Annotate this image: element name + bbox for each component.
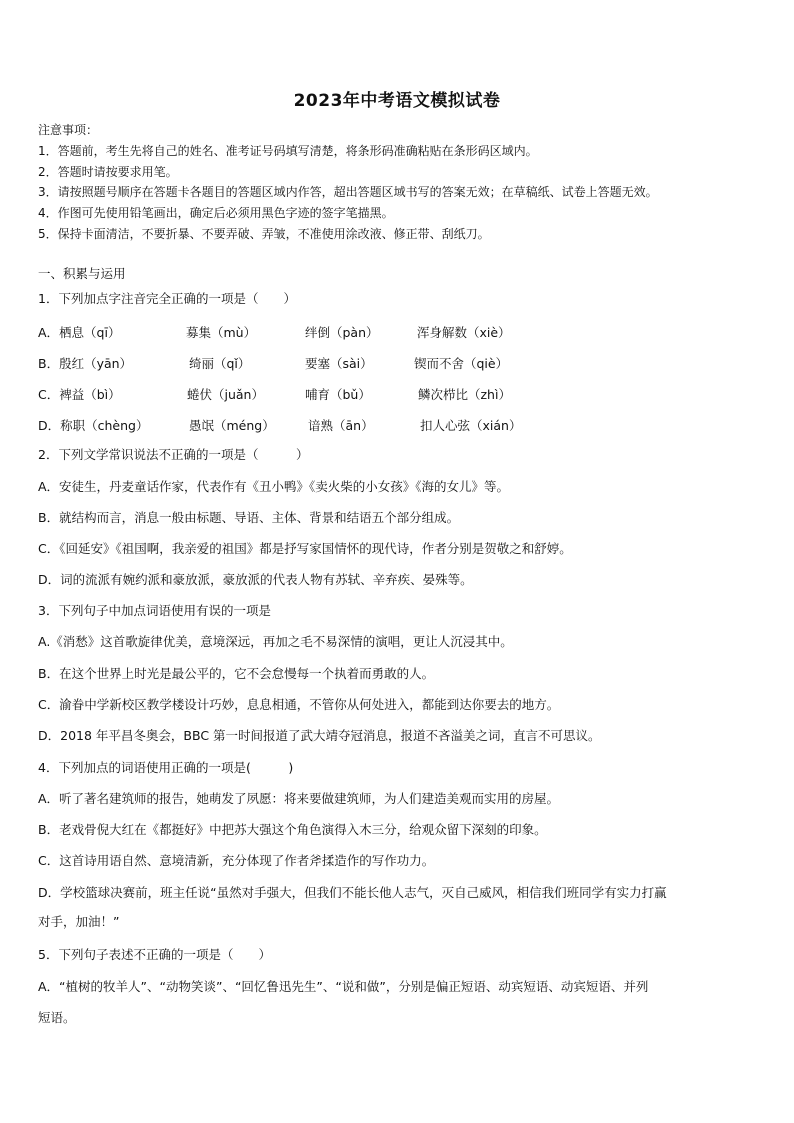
option-text: C．这首诗用语自然、意境清新，充分体现了作者斧揉造作的写作功力。: [38, 853, 435, 868]
option-text: C．渝眷中学新校区教学楼设计巧妙，息息相通，不管你从何处进入，都能到达你要去的地方。: [38, 697, 560, 712]
question-2-stem: 2．下列文学常识说法不正确的一项是（ ）: [38, 447, 309, 462]
question-4-stem: 4．下列加点的词语使用正确的一项是( ): [38, 760, 294, 775]
option-text: D．词的流派有婉约派和豪放派，豪放派的代表人物有苏轼、辛弃疾、晏殊等。: [38, 572, 473, 587]
option-text: B．殷红（yān）: [38, 356, 133, 371]
option-text: D．2018 年平昌冬奥会，BBC 第一时间报道了武大靖夺冠消息，报道不吝溢美之词，直言不可思议。: [38, 728, 601, 743]
option-text: 浑身解数（xiè）: [417, 325, 511, 340]
question-5-stem: 5．下列句子表述不正确的一项是（ ）: [38, 947, 271, 962]
option-text: 绮丽（qǐ）: [189, 356, 251, 371]
notice-heading: 注意事项：: [38, 123, 99, 137]
option-text: 扣人心弦（xián）: [420, 418, 522, 433]
option-text: A．“植树的牧羊人”、“动物笑谈”、“回忆鲁迅先生”、“说和做”，分别是偏正短语、动宾短语、动宾短语、并列: [38, 979, 649, 994]
option-text: 募集（mù）: [186, 325, 257, 340]
option-text: 愚氓（méng）: [189, 418, 275, 433]
question-3-stem: 3．下列句子中加点词语使用有误的一项是: [38, 603, 271, 618]
option-text: 要塞（sài）: [305, 356, 373, 371]
notice-item: 5．保持卡面清洁，不要折暴、不要弄破、弄皱，不准使用涂改液、修正带、刮纸刀。: [38, 227, 490, 241]
option-text: 锲而不舍（qiè）: [414, 356, 509, 371]
option-text: B．就结构而言，消息一般由标题、导语、主体、背景和结语五个部分组成。: [38, 510, 460, 525]
option-text: A．听了著名建筑师的报告，她萌发了夙愿：将来要做建筑师，为人们建造美观而实用的房屋。: [38, 791, 560, 806]
option-text: 蜷伏（juǎn）: [187, 387, 264, 402]
option-text: A．栖息（qī）: [38, 325, 121, 340]
option-text: D．学校篮球决赛前，班主任说“虽然对手强大，但我们不能长他人志气，灭自己威风，相信我们班同学有实力打赢: [38, 885, 667, 900]
page-title: 2023年中考语文模拟试卷: [293, 91, 501, 111]
option-text: B．在这个世界上时光是最公平的，它不会怠慢每一个执着而勇敢的人。: [38, 666, 435, 681]
option-text: C．裨益（bì）: [38, 387, 121, 402]
question-1-stem: 1．下列加点字注音完全正确的一项是（ ）: [38, 291, 296, 306]
option-text: 绊倒（pàn）: [305, 325, 379, 340]
option-text-continued: 短语。: [38, 1010, 76, 1025]
notice-item: 3．请按照题号顺序在答题卡各题目的答题区域内作答，超出答题区域书写的答案无效；在草稿纸、试卷上答题无效。: [38, 185, 658, 199]
notice-item: 1．答题前，考生先将自己的姓名、准考证号码填写清楚，将条形码准确粘贴在条形码区域内。: [38, 144, 538, 158]
option-text: 谙熟（ān）: [308, 418, 374, 433]
section-heading: 一、积累与运用: [38, 266, 126, 281]
option-text-continued: 对手，加油！”: [38, 914, 120, 929]
option-text: C．《回延安》《祖国啊，我亲爱的祖国》都是抒写家国情怀的现代诗，作者分别是贺敬之和舒婷。: [38, 541, 572, 556]
option-text: D．称职（chèng）: [38, 418, 149, 433]
option-text: 哺育（bǔ）: [305, 387, 371, 402]
option-text: B．老戏骨倪大红在《都挺好》中把苏大强这个角色演得入木三分，给观众留下深刻的印象。: [38, 822, 547, 837]
option-text: 鳞次栉比（zhì）: [418, 387, 511, 402]
notice-item: 2．答题时请按要求用笔。: [38, 165, 178, 179]
option-text: A．安徒生，丹麦童话作家，代表作有《丑小鸭》《卖火柴的小女孩》《海的女儿》等。: [38, 479, 510, 494]
option-text: A.《消愁》这首歌旋律优美，意境深远，再加之毛不易深情的演唱，更让人沉浸其中。: [38, 634, 513, 649]
notice-item: 4．作图可先使用铅笔画出，确定后必须用黑色字迹的签字笔描黑。: [38, 206, 394, 220]
